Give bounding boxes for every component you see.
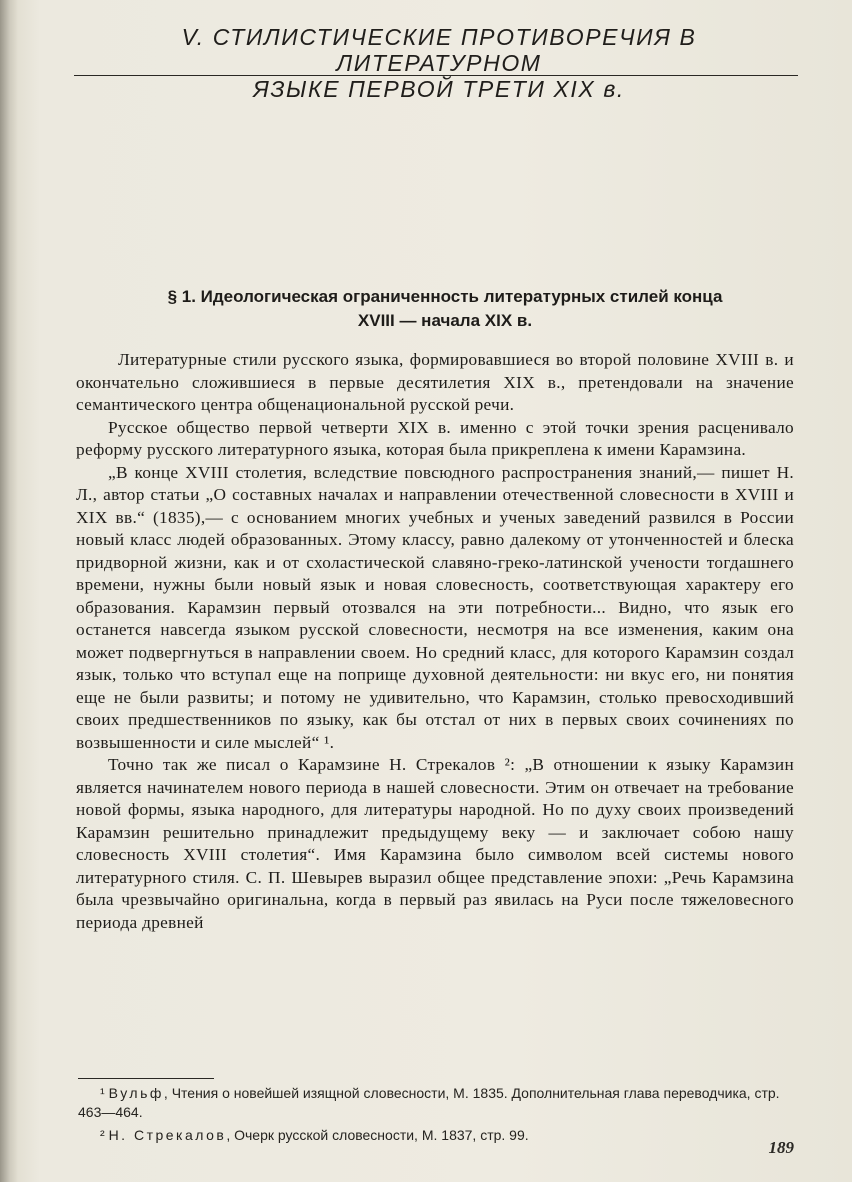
paragraph-3: „В конце XVIII столетия, вследствие повсюдного распространения знаний,— пишет Н. Л., автор статьи „О составных началах и направлении отечественной словесности в XVIII и XIX вв.“ (1835),— с основанием многих учебных и ученых заведений развился в России новый класс людей образованных. Этому классу, равно далекому от утонченностей и блеска придворной жизни, как и от схоластической славяно-греко-латинской учености тогдашнего времени, нужны были новый язык и новая словесность, соответствующая характеру его образования. Карамзин первый отозвался на эти потребности... Видно, что язык его останется навсегда языком русской словесности, несмотря на все изменения, каким она может подвергнуться в направлении своем. Но средний класс, для которого Карамзин создал язык, только что вступал еще на поприще духовной деятельности: ни вкус его, ни понятия еще не были развиты; и потому не удивительно, что Карамзин, столько превосходивший своих предшественников по языку, как бы отстал от них в первых своих сочинениях по возвышенности и силе мыслей“ ¹. [76, 462, 794, 752]
footnote-2-text: , Очерк русской словесности, М. 1837, стр. 99. [226, 1127, 529, 1143]
footnotes [78, 1084, 794, 1149]
chapter-title [76, 24, 802, 102]
section-title [100, 285, 790, 333]
binding-shadow [0, 0, 18, 1182]
chapter-rule [74, 75, 798, 76]
paragraph-2: Русское общество первой четверти XIX в. именно с этой точки зрения расценивало реформу русского литературного языка, которая была прикреплена к имени Карамзина. [76, 417, 794, 459]
footnote-2 [78, 1126, 794, 1145]
chapter-title-line-2: ЯЗЫКЕ ПЕРВОЙ ТРЕТИ XIX в. [253, 76, 625, 102]
page-number: 189 [768, 1138, 794, 1157]
chapter-title-line-1: V. СТИЛИСТИЧЕСКИЕ ПРОТИВОРЕЧИЯ В ЛИТЕРАТУРНОМ [181, 24, 697, 76]
body-text [76, 349, 794, 934]
footnote-1-mark: ¹ [100, 1085, 105, 1101]
footnote-2-author: Н. Стрекалов [108, 1127, 227, 1143]
section-title-line-2: XVIII — начала XIX в. [357, 311, 533, 330]
footnote-1-text: , Чтения о новейшей изящной словесности, М. 1835. Дополнительная глава переводчика, стр. 463—464. [78, 1085, 780, 1120]
section-title-line-1: § 1. Идеологическая ограниченность литературных стилей конца [167, 287, 723, 306]
footnote-2-mark: ² [100, 1127, 105, 1143]
footnote-1-author: Вульф [108, 1085, 164, 1101]
footnote-rule [78, 1078, 214, 1079]
paragraph-1: Литературные стили русского языка, формировавшиеся во второй половине XVIII в. и окончательно сложившиеся в первые десятилетия XIX в., претендовали на значение семантического центра общенациональной русской речи. [76, 350, 794, 414]
footnote-1 [78, 1084, 794, 1122]
paragraph-4: Точно так же писал о Карамзине Н. Стрекалов ²: „В отношении к языку Карамзин является начинателем нового периода в нашей словесности. Этим он отвечает на требование новой формы, языка народного, для литературы народной. Но по духу своих произведений Карамзин решительно принадлежит предыдущему веку — и заключает собою нашу словесность XVIII столетия“. Имя Карамзина было символом всей системы нового литературного стиля. С. П. Шевырев выразил общее представление эпохи: „Речь Карамзина была чрезвычайно оригинальна, когда в первый раз явилась на Руси после тяжеловесного периода древней [76, 755, 794, 932]
